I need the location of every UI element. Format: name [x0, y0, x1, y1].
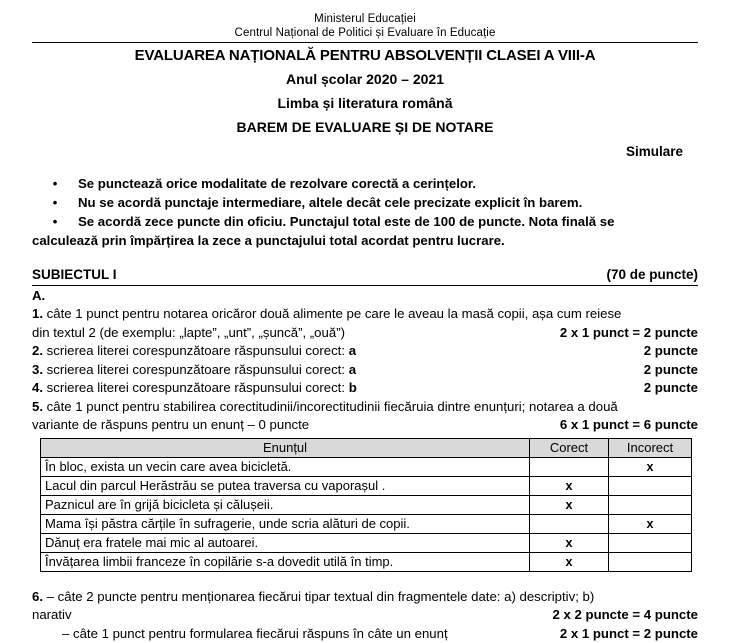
item-3-points: 2 puncte	[644, 361, 698, 380]
row-statement: Paznicul are în grijă bicicleta și călușeii.	[41, 495, 530, 514]
row-statement: Mama își păstra cărțile în sufragerie, unde scria alături de copii.	[41, 514, 530, 533]
note-item	[32, 212, 698, 231]
column-header-incorrect: Incorect	[609, 438, 692, 457]
bullet-icon: •	[32, 193, 78, 212]
note-text: Se punctează orice modalitate de rezolvare corectă a cerințelor.	[78, 174, 698, 193]
item-5-number: 5.	[32, 399, 43, 414]
item-3-number: 3.	[32, 362, 43, 377]
subject-label: SUBIECTUL I	[32, 266, 117, 284]
item-2-text: scrierea literei corespunzătoare răspunsului corect:	[47, 343, 345, 358]
note-text: Se acordă zece puncte din oficiu. Punctajul total este de 100 de puncte. Nota finală se	[78, 212, 698, 231]
table-row	[41, 457, 692, 476]
item-2-points: 2 puncte	[644, 342, 698, 361]
item-4-points: 2 puncte	[644, 379, 698, 398]
table-row	[41, 533, 692, 552]
item-2-number: 2.	[32, 343, 43, 358]
table-row	[41, 476, 692, 495]
item-6-points-1: 2 x 2 puncte = 4 puncte	[553, 606, 698, 625]
row-correct-mark: x	[530, 495, 609, 514]
note-text: Nu se acordă punctaje intermediare, altele decât cele precizate explicit în barem.	[78, 193, 698, 212]
column-header-statement: Enunțul	[41, 438, 530, 457]
subject-name: Limba și literatura română	[32, 93, 698, 114]
row-incorrect-mark: x	[609, 514, 692, 533]
note-continuation: calculează prin împărțirea la zece a punctajului total acordat pentru lucrare.	[32, 231, 698, 250]
item-2-answer: a	[349, 343, 356, 358]
exam-title: EVALUAREA NAȚIONALĂ PENTRU ABSOLVENȚII CLASEI A VIII-A	[32, 45, 698, 66]
row-correct-mark	[530, 514, 609, 533]
statements-table-wrapper	[32, 438, 698, 572]
scoring-item-1	[32, 305, 698, 342]
item-6-line1: – câte 2 puncte pentru menționarea fiecărui tipar textual din fragmentele date: a) descriptiv; b)	[47, 589, 595, 604]
variant-label: Simulare	[32, 142, 698, 162]
item-3-text: scrierea literei corespunzătoare răspunsului corect:	[47, 362, 345, 377]
row-incorrect-mark	[609, 476, 692, 495]
document-type: BAREM DE EVALUARE ȘI DE NOTARE	[32, 117, 698, 138]
bullet-icon: •	[32, 174, 78, 193]
row-correct-mark	[530, 457, 609, 476]
column-header-correct: Corect	[530, 438, 609, 457]
row-incorrect-mark	[609, 533, 692, 552]
row-incorrect-mark: x	[609, 457, 692, 476]
item-6-points-2: 2 x 1 punct = 2 puncte	[560, 625, 698, 643]
item-5-line1: câte 1 punct pentru stabilirea corectitudinii/incorectitudinii fiecăruia dintre enunțuri; notarea a două	[47, 399, 618, 414]
item-5-line2: variante de răspuns pentru un enunț – 0 puncte	[32, 416, 560, 435]
bullet-icon: •	[32, 212, 78, 231]
table-header-row	[41, 438, 692, 457]
item-6-number: 6.	[32, 589, 43, 604]
scoring-item-2	[32, 342, 698, 361]
item-3-answer: a	[349, 362, 356, 377]
item-5-points: 6 x 1 punct = 6 puncte	[560, 416, 698, 435]
note-item	[32, 174, 698, 193]
center-line: Centrul Național de Politici și Evaluare în Educație	[32, 26, 698, 40]
item-4-text: scrierea literei corespunzătoare răspunsului corect:	[47, 380, 345, 395]
section-letter: A.	[32, 287, 698, 305]
subject-heading	[32, 266, 698, 286]
scoring-item-4	[32, 379, 698, 398]
row-statement: În bloc, exista un vecin care avea bicicletă.	[41, 457, 530, 476]
statements-table	[40, 438, 692, 572]
item-6-subline: – câte 1 punct pentru formularea fiecărui răspuns în câte un enunț	[62, 625, 560, 643]
table-row	[41, 552, 692, 571]
row-correct-mark: x	[530, 552, 609, 571]
row-statement: Dănuț era fratele mai mic al autoarei.	[41, 533, 530, 552]
row-statement: Învățarea limbii franceze în copilărie s-a dovedit utilă în timp.	[41, 552, 530, 571]
ministry-line: Ministerul Educației	[32, 0, 698, 26]
row-correct-mark: x	[530, 476, 609, 495]
item-6-line2: narativ	[32, 606, 553, 625]
row-statement: Lacul din parcul Herăstrău se putea traversa cu vaporașul .	[41, 476, 530, 495]
item-1-points: 2 x 1 punct = 2 puncte	[560, 324, 698, 343]
scoring-item-6	[32, 588, 698, 643]
header-divider	[32, 42, 698, 43]
item-4-number: 4.	[32, 380, 43, 395]
scoring-item-3	[32, 361, 698, 380]
item-1-number: 1.	[32, 306, 43, 321]
row-correct-mark: x	[530, 533, 609, 552]
table-row	[41, 514, 692, 533]
note-item	[32, 193, 698, 212]
school-year: Anul școlar 2020 – 2021	[32, 69, 698, 90]
table-row	[41, 495, 692, 514]
subject-points: (70 de puncte)	[606, 266, 698, 284]
row-incorrect-mark	[609, 495, 692, 514]
row-incorrect-mark	[609, 552, 692, 571]
item-1-line2: din textul 2 (de exemplu: „lapte”, „unt”, „șuncă”, „ouă”)	[32, 324, 560, 343]
item-4-answer: b	[349, 380, 357, 395]
general-notes	[32, 174, 698, 250]
table-body	[41, 457, 692, 571]
item-1-line1: câte 1 punct pentru notarea oricăror două alimente pe care le aveau la masă copii, așa cum reiese	[47, 306, 622, 321]
scoring-item-5	[32, 398, 698, 435]
